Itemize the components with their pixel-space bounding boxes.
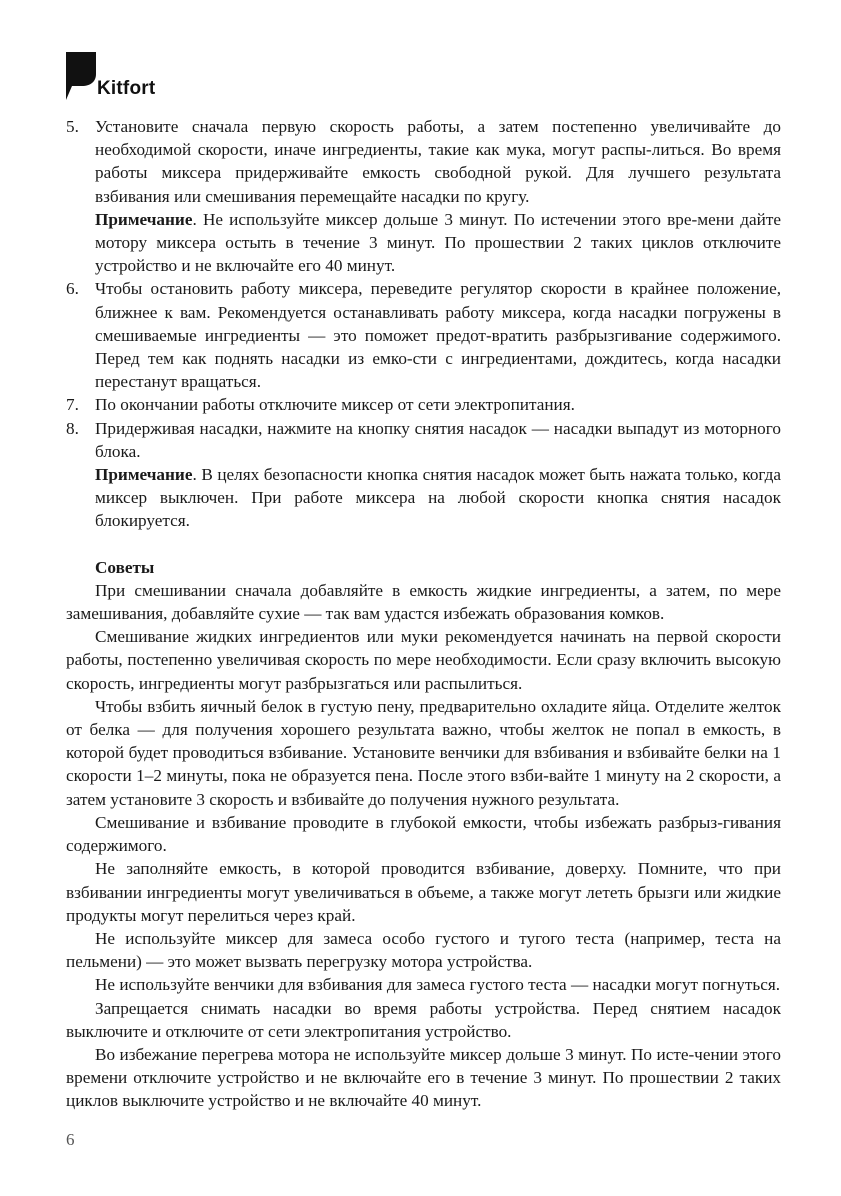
list-item (66, 277, 781, 393)
list-item (66, 115, 781, 277)
step-note (95, 208, 781, 278)
tips-heading: Советы (95, 557, 155, 577)
step-text: Установите сначала первую скорость работы, а затем постепенно увеличивайте до необходимой скорости, иначе ингредиенты, такие как мука, могут распы-литься. Во время работы миксера придерживайте емкость свободной рукой. Для лучшего результата взбивания или смешивания перемещайте насадки по кругу. (95, 117, 781, 206)
kitfort-logo-icon (66, 52, 96, 100)
step-number: 7. (66, 395, 79, 415)
note-label: Примечание (95, 465, 193, 485)
step-text: По окончании работы отключите миксер от сети электропитания. (95, 395, 575, 415)
page-number: 6 (66, 1130, 75, 1149)
tips-paragraph: Во избежание перегрева мотора не используйте миксер дольше 3 минут. По исте-чении этого времени отключите устройство и не включайте его в течение 3 минут. По прошествии 2 таких циклов выключите устройство и не включайте 40 минут. (66, 1044, 781, 1111)
step-number: 6. (66, 279, 79, 299)
tips-paragraph: Не заполняйте емкость, в которой проводится взбивание, доверху. Помните, что при взбивании ингредиенты могут увеличиваться в объеме, а также могут лететь брызги или жидкие продукты могут перелиться через край. (66, 859, 781, 925)
list-item (66, 417, 781, 533)
page-content (66, 115, 781, 1113)
step-number: 8. (66, 418, 79, 438)
step-text: Придерживая насадки, нажмите на кнопку снятия насадок — насадки выпадут из моторного блока. (95, 418, 781, 461)
tips-paragraph: Не используйте венчики для взбивания для замеса густого теста — насадки могут погнуться. (95, 975, 781, 995)
list-item (66, 393, 781, 416)
tips-paragraph: Запрещается снимать насадки во время работы устройства. Перед снятием насадок выключите и отключите от сети электропитания устройство. (66, 998, 781, 1041)
tips-paragraph: Смешивание и взбивание проводите в глубокой емкости, чтобы избежать разбрыз-гивания содержимого. (66, 812, 781, 856)
tips-paragraph: Не используйте миксер для замеса особо густого и тугого теста (например, теста на пельмени) — это может вызвать перегрузку мотора устройства. (66, 928, 781, 972)
tips-section (66, 556, 781, 1113)
tips-paragraph: Смешивание жидких ингредиентов или муки рекомендуется начинать на первой скорости работы, постепенно увеличивая скорость по мере необходимости. Если сразу включить высокую скорость, ингредиенты могут разбрызгаться или распылиться. (66, 627, 781, 693)
tips-paragraph: При смешивании сначала добавляйте в емкость жидкие ингредиенты, а затем, по мере замешивания, добавляйте сухие — так вам удастся избежать образования комков. (66, 580, 781, 624)
step-note (95, 463, 781, 533)
step-text: Чтобы остановить работу миксера, переведите регулятор скорости в крайнее положение, ближнее к вам. Рекомендуется останавливать работу миксера, когда насадки погружены в смешиваемые ингредиенты — это поможет предот-вратить разбрызгивание содержимого. Перед тем как поднять насадки из емко-сти с ингредиентами, дождитесь, когда насадки перестанут вращаться. (95, 279, 781, 392)
tips-paragraph: Чтобы взбить яичный белок в густую пену, предварительно охладите яйца. Отделите желток от белка — для получения хорошего результата важно, чтобы желток не попал в емкость, в которой будет проводиться взбивание. Установите венчики для взбивания и взбивайте белки на 1 скорости 1–2 минуты, пока не образуется пена. После этого взби-вайте 1 минуту на 2 скорости, а затем установите 3 скорость и взбивайте до получения нужного результата. (66, 696, 781, 809)
step-number: 5. (66, 117, 79, 136)
note-label: Примечание (95, 209, 193, 229)
note-text: . Не используйте миксер дольше 3 минут. По истечении этого вре-мени дайте мотору миксера остыть в течение 3 минут. По прошествии 2 таких циклов отключите устройство и не включайте его 40 минут. (95, 209, 781, 276)
steps-list (66, 115, 781, 533)
kitfort-logo (66, 52, 176, 102)
note-text: . В целях безопасности кнопка снятия насадок может быть нажата только, когда миксер выключен. При работе миксера на любой скорости кнопка снятия насадок блокируется. (95, 465, 781, 531)
logo-text: Kitfort (97, 78, 156, 99)
